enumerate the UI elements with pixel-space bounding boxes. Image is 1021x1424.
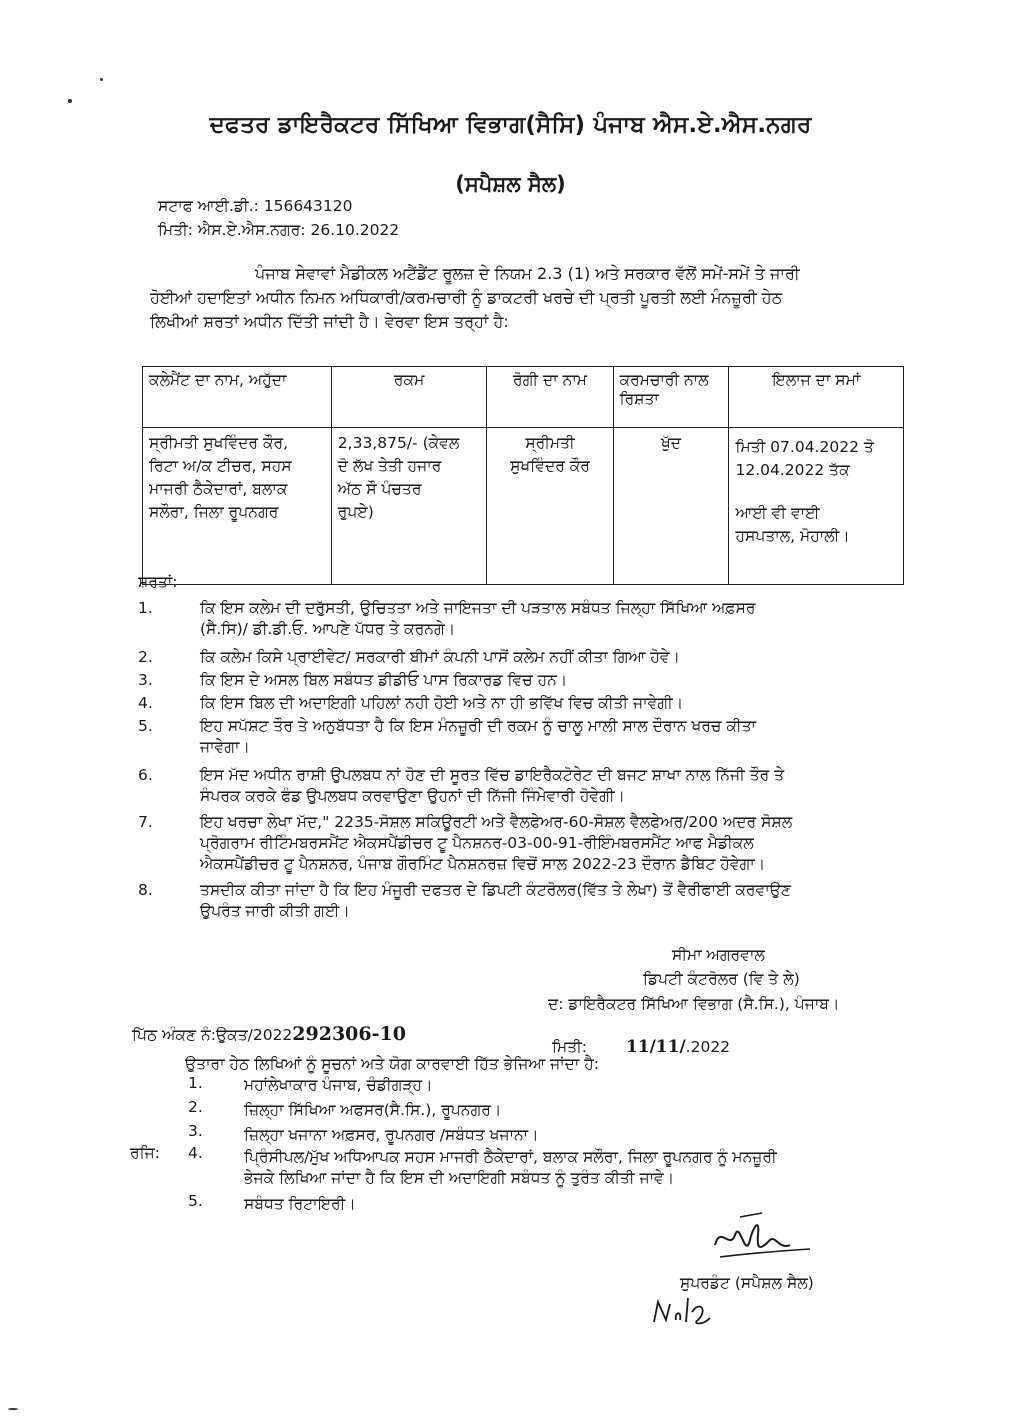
condition-number: 1. bbox=[138, 599, 153, 617]
period-line: 12.04.2022 ਤੱਕ bbox=[735, 461, 850, 479]
period-cell bbox=[729, 428, 904, 585]
condition-line: ਸੰਪਰਕ ਕਰਕੇ ਫੰਡ ਉਪਲਬਧ ਕਰਵਾਉਣਾ ਉਹਨਾਂ ਦੀ ਨਿੱਜੀ ਜਿੰਮੇਵਾਰੀ ਹੋਵੇਗੀ। bbox=[200, 787, 625, 805]
condition-number: 7. bbox=[138, 813, 153, 831]
staff-id: ਸਟਾਫ ਆਈ.ਡੀ.: 156643120 bbox=[158, 197, 353, 215]
column-header: ਕਲੇਮੈਂਟ ਦਾ ਨਾਮ, ਅਹੁੱਦਾ bbox=[143, 367, 332, 428]
amount-line: ਅੱਠ ਸੌ ਪੰਚਤਰ bbox=[337, 480, 422, 498]
condition-line: (ਸੈ.ਸਿ)/ ਡੀ.ਡੀ.ਓ. ਆਪਣੇ ਪੱਧਰ ਤੇ ਕਰਨਗੇ। bbox=[200, 620, 456, 638]
condition-number: 6. bbox=[138, 766, 153, 784]
column-header: ਇਲਾਜ ਦਾ ਸਮਾਂ bbox=[729, 367, 904, 428]
copy-list-number: 1. bbox=[188, 1074, 203, 1092]
condition-item bbox=[138, 598, 898, 640]
signatory-name: ਸੀਮਾ ਅਗਰਵਾਲ bbox=[672, 946, 765, 964]
column-header: ਰੋਗੀ ਦਾ ਨਾਮ bbox=[487, 367, 613, 428]
copy-list-item bbox=[244, 1147, 904, 1189]
condition-number: 4. bbox=[138, 694, 153, 712]
claimant-line: ਰਿਟਾ ਅ/ਕ ਟੀਚਰ, ਸਹਸ bbox=[149, 457, 292, 475]
copy-list-item: ਜ਼ਿਲ੍ਹਾ ਸਿੱਖਿਆ ਅਫਸਰ(ਸੈ.ਸਿ.), ਰੂਪਨਗਰ। bbox=[244, 1101, 502, 1119]
claimant-line: ਸ੍ਰੀਮਤੀ ਸੁਖਵਿੰਦਰ ਕੌਰ, bbox=[149, 434, 289, 452]
condition-line: ਐਕਸਪੈਂਡੀਚਰ ਟੂ ਪੈਨਸ਼ਨਰ, ਪੰਜਾਬ ਗੌਰਮਿੰਟ ਪੈਨਸ਼ਨਰਜ਼ ਵਿਚੋਂ ਸਾਲ 2022-23 ਦੌਰਾਨ ਡੈਬਿਟ ਹੋਵੇਗਾ। bbox=[200, 855, 766, 873]
condition-item bbox=[138, 880, 898, 922]
condition-line: ਜਾਵੇਗਾ। bbox=[200, 738, 250, 756]
condition-item bbox=[138, 765, 898, 807]
office-title: ਦਫਤਰ ਡਾਇਰੈਕਟਰ ਸਿੱਖਿਆ ਵਿਭਾਗ(ਸੈਸਿ) ਪੰਜਾਬ ਐਸ.ਏ.ਐਸ.ਨਗਰ bbox=[209, 112, 812, 138]
condition-line: ਇਹ ਸਪੱਸ਼ਟ ਤੌਰ ਤੇ ਅਨੁਬੱਧਤਾ ਹੈ ਕਿ ਇਸ ਮੰਨਜ਼ੂਰੀ ਦੀ ਰਕਮ ਨੂੰ ਚਾਲੂ ਮਾਲੀ ਸਾਲ ਦੌਰਾਨ ਖਰਚ ਕੀਤਾ bbox=[200, 717, 756, 735]
endorsement-ref-number: 292306-10 bbox=[292, 1023, 406, 1045]
condition-line: ਪ੍ਰੋਗਰਾਮ ਰੀਟਿੰਮਬਰਸਮੈਂਟ ਐਕਸਪੈਂਡੀਚਰ ਟੂ ਪੈਨਸ਼ਨਰ-03-00-91-ਰੀਇੰਮਬਰਸਮੈਂਟ ਆਫ ਮੈਡੀਕਲ bbox=[200, 834, 754, 852]
conditions-label: ਸ਼ਰਤਾਂ: bbox=[138, 573, 178, 591]
condition-item bbox=[138, 670, 898, 691]
superintendent-designation: ਸੁਪਰਡੰਟ (ਸਪੈਸ਼ਲ ਸੈਲ) bbox=[680, 1274, 814, 1292]
condition-line: ਉਪਰੰਤ ਜਾਰੀ ਕੀਤੀ ਗਈ। bbox=[200, 902, 350, 920]
condition-number: 2. bbox=[138, 648, 153, 666]
condition-line: ਕਿ ਇਸ ਕਲੇਮ ਦੀ ਦਰੁੱਸਤੀ, ਉਚਿਤਤਾ ਅਤੇ ਜਾਇਜਤਾ ਦੀ ਪੜਤਾਲ ਸਬੰਧਤ ਜਿਲ੍ਹਾ ਸਿੱਖਿਆ ਅਫ਼ਸਰ bbox=[200, 599, 756, 617]
patient-line: ਸੁਖਵਿੰਦਰ ਕੌਰ bbox=[510, 457, 590, 475]
period-line: ਆਈ ਵੀ ਵਾਈ bbox=[735, 504, 820, 522]
endorsement-date-label: ਮਿਤੀ: bbox=[552, 1038, 587, 1056]
endorsement-ref-label: ਪਿੱਠ ਅੰਕਣ ਨੰ:ਉਕਤ/2022 bbox=[132, 1026, 293, 1044]
condition-line: ਕਿ ਇਸ ਬਿਲ ਦੀ ਅਦਾਇਗੀ ਪਹਿਲਾਂ ਨਹੀ ਹੋਈ ਅਤੇ ਨਾ ਹੀ ਭਵਿੱਖ ਵਿਚ ਕੀਤੀ ਜਾਵੇਗੀ। bbox=[200, 694, 684, 712]
registered-label: ਰਜਿ: bbox=[130, 1144, 160, 1162]
issue-date: ਮਿਤੀ: ਐਸ.ਏ.ਐਸ.ਨਗਰ: 26.10.2022 bbox=[158, 221, 400, 239]
intro-line: ਪੰਜਾਬ ਸੇਵਾਵਾਂ ਮੈਡੀਕਲ ਅਟੈਂਡੈਂਟ ਰੂਲਜ਼ ਦੇ ਨਿਯਮ 2.3 (1) ਅਤੇ ਸਰਕਾਰ ਵੱਲੋਂ ਸਮੇਂ-ਸਮੇਂ ਤੇ ਜਾਰੀ bbox=[255, 264, 800, 283]
table-row bbox=[143, 428, 904, 585]
condition-line: ਤਸਦੀਕ ਕੀਤਾ ਜਾਂਦਾ ਹੈ ਕਿ ਇਹ ਮੰਜੂਰੀ ਦਫਤਰ ਦੇ ਡਿਪਟੀ ਕੰਟਰੋਲਰ(ਵਿੱਤ ਤੇ ਲੇਖਾ) ਤੋਂ ਵੈਰੀਫਾਈ ਕਰਵਾਉਣ bbox=[200, 881, 791, 899]
relation-cell bbox=[613, 428, 729, 585]
copy-list-item: ਸਬੰਧਤ ਰਿਟਾਇਰੀ। bbox=[244, 1195, 356, 1213]
condition-number: 8. bbox=[138, 881, 153, 899]
scan-speck bbox=[68, 99, 72, 103]
amount-cell bbox=[331, 428, 487, 585]
column-header: ਕਰਮਚਾਰੀ ਨਾਲ ਰਿਸ਼ਤਾ bbox=[613, 367, 729, 428]
copy-list-line: ਪ੍ਰਿੰਸੀਪਲ/ਮੁੱਖ ਅਧਿਆਪਕ ਸਹਸ ਮਾਜਰੀ ਠੈਕੇਦਾਰਾਂ, ਬਲਾਕ ਸਲੌਰਾ, ਜਿਲਾ ਰੂਪਨਗਰ ਨੂੰ ਮਨਜ਼ੂਰੀ bbox=[244, 1148, 777, 1166]
cell-title: (ਸਪੈਸ਼ਲ ਸੈਲ) bbox=[455, 172, 566, 196]
endorsement-date-hand: 11/11/ bbox=[625, 1037, 686, 1057]
amount-line: ਰੁਪਏ) bbox=[337, 503, 374, 521]
condition-item bbox=[138, 647, 898, 668]
endorsement-date-year: .2022 bbox=[685, 1038, 731, 1056]
superintendent-signature bbox=[700, 1205, 820, 1275]
condition-line: ਕਿ ਕਲੇਮ ਕਿਸੇ ਪ੍ਰਾਈਵੇਟ/ ਸਰਕਾਰੀ ਬੀਮਾਂ ਕੰਪਨੀ ਪਾਸੋਂ ਕਲੇਮ ਨਹੀਂ ਕੀਤਾ ਗਿਆ ਹੋਵੇ। bbox=[200, 648, 680, 666]
column-header: ਰਕਮ bbox=[331, 367, 487, 428]
claimant-line: ਸਲੌਰਾ, ਜਿਲਾ ਰੂਪਨਗਰ bbox=[149, 503, 279, 521]
condition-number: 3. bbox=[138, 671, 153, 689]
table-header-row bbox=[143, 367, 904, 428]
condition-item bbox=[138, 812, 898, 875]
copy-list-number: 4. bbox=[188, 1144, 203, 1162]
scan-speck bbox=[100, 78, 103, 81]
patient-cell bbox=[487, 428, 613, 585]
condition-item bbox=[138, 716, 898, 758]
copy-list-number: 5. bbox=[188, 1192, 203, 1210]
signatory-office: ਦ: ਡਾਇਰੈਕਟਰ ਸਿੱਖਿਆ ਵਿਭਾਗ (ਸੈ.ਸਿ.), ਪੰਜਾਬ। bbox=[548, 995, 840, 1013]
endorsement-date bbox=[552, 1037, 730, 1057]
copy-list-item: ਜ਼ਿਲ੍ਹਾ ਖਜਾਨਾ ਅਫ਼ਸਰ, ਰੂਪਨਗਰ /ਸਬੰਧਤ ਖਜਾਨਾ। bbox=[244, 1126, 539, 1144]
signatory-designation: ਡਿਪਟੀ ਕੰਟਰੋਲਰ (ਵਿ ਤੇ ਲੇ) bbox=[643, 970, 800, 988]
condition-line: ਇਹ ਖਰਚਾ ਲੇਖਾ ਮੱਦ," 2235-ਸੋਸ਼ਲ ਸਕਿਊਰਟੀ ਅਤੇ ਵੈਲਫੇਅਰ-60-ਸੋਸ਼ਲ ਵੈਲਫੇਅਰ/200 ਅਦਰ ਸੋਸ਼ਲ bbox=[200, 813, 793, 831]
copy-list-number: 2. bbox=[188, 1098, 203, 1116]
scan-speck bbox=[8, 1408, 18, 1410]
amount-line: 2,33,875/- (ਕੇਵਲ bbox=[337, 434, 460, 452]
intro-line: ਹੋਈਆਂ ਹਦਾਇਤਾਂ ਅਧੀਨ ਨਿਮਨ ਅਧਿਕਾਰੀ/ਕਰਮਚਾਰੀ ਨੂੰ ਡਾਕਟਰੀ ਖਰਚੇ ਦੀ ਪ੍ਰਤੀ ਪੂਰਤੀ ਲਈ ਮੰਨਜ਼ੂਰੀ ਹੇਠ bbox=[150, 288, 783, 307]
condition-line: ਇਸ ਮੱਦ ਅਧੀਨ ਰਾਸ਼ੀ ਉਪਲਬਧ ਨਾਂ ਹੋਣ ਦੀ ਸੂਰਤ ਵਿੱਚ ਡਾਇਰੈਕਟੋਰੇਟ ਦੀ ਬਜਟ ਸ਼ਾਖਾ ਨਾਲ ਨਿੱਜੀ ਤੌਰ ਤੇ bbox=[200, 766, 785, 784]
initials-mark bbox=[648, 1290, 718, 1330]
amount-line: ਦੋ ਲੱਖ ਤੇਤੀ ਹਜਾਰ bbox=[337, 457, 442, 475]
forward-text: ਉਤਾਰਾ ਹੇਠ ਲਿਖਿਆਂ ਨੂੰ ਸੂਚਨਾਂ ਅਤੇ ਯੋਗ ਕਾਰਵਾਈ ਹਿੱਤ ਭੇਜਿਆ ਜਾਂਦਾ ਹੈ: bbox=[185, 1055, 600, 1073]
condition-number: 5. bbox=[138, 717, 153, 735]
condition-item bbox=[138, 693, 898, 714]
condition-line: ਕਿ ਇਸ ਦੇ ਅਸਲ ਬਿਲ ਸਬੰਧਤ ਡੀਡੀਓ ਪਾਸ ਰਿਕਾਰਡ ਵਿਚ ਹਨ। bbox=[200, 671, 568, 689]
copy-list-number: 3. bbox=[188, 1122, 203, 1140]
claimant-cell bbox=[143, 428, 332, 585]
period-line: ਮਿਤੀ 07.04.2022 ਤੋ bbox=[735, 438, 874, 456]
claimant-line: ਮਾਜਰੀ ਠੈਕੇਦਾਰਾਂ, ਬਲਾਕ bbox=[149, 480, 288, 498]
relation-value: ਖੁੱਦ bbox=[660, 434, 682, 452]
period-line: ਹਸਪਤਾਲ, ਮੋਹਾਲੀ। bbox=[735, 527, 850, 545]
endorsement-ref bbox=[132, 1023, 406, 1045]
copy-list-line: ਭੇਜਕੇ ਲਿਖਿਆ ਜਾਂਦਾ ਹੈ ਕਿ ਇਸ ਦੀ ਅਦਾਇਗੀ ਸਬੰਧਤ ਨੂੰ ਤੁਰੰਤ ਕੀਤੀ ਜਾਵੇ। bbox=[244, 1169, 675, 1187]
patient-line: ਸ੍ਰੀਮਤੀ bbox=[525, 434, 575, 452]
claim-table bbox=[142, 366, 904, 585]
intro-paragraph bbox=[150, 262, 900, 334]
intro-line: ਲਿਖੀਆਂ ਸ਼ਰਤਾਂ ਅਧੀਨ ਦਿੱਤੀ ਜਾਂਦੀ ਹੈ। ਵੇਰਵਾ ਇਸ ਤਰ੍ਹਾਂ ਹੈ: bbox=[150, 312, 509, 331]
copy-list-item: ਮਹਾਂਲੇਖਾਕਾਰ ਪੰਜਾਬ, ਚੰਡੀਗੜ੍ਹ। bbox=[244, 1076, 433, 1094]
